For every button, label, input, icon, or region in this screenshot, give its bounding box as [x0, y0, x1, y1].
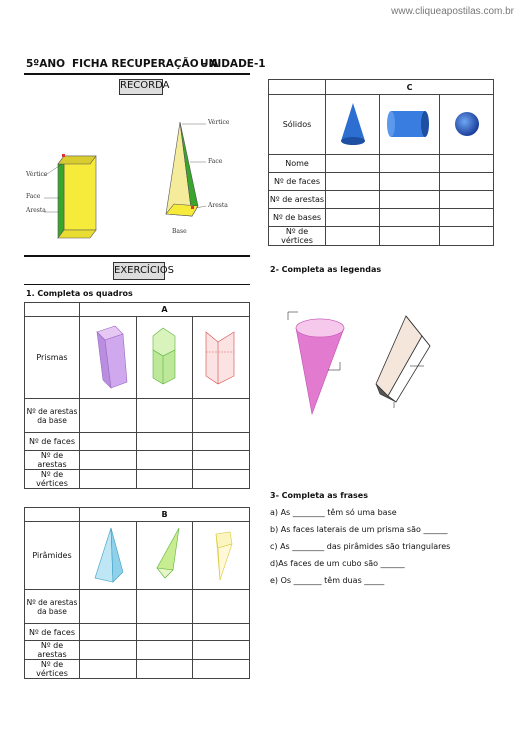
answer-cell[interactable]	[80, 660, 137, 679]
table-b-row-faces: Nº de faces	[25, 624, 80, 641]
table-a-header: A	[80, 303, 250, 317]
answer-cell[interactable]	[80, 451, 137, 470]
table-b-label: Pirâmides	[25, 522, 80, 590]
prism-red-cell	[193, 317, 250, 399]
answer-cell[interactable]	[379, 191, 439, 209]
grade-label: 5ºANO	[26, 58, 66, 70]
answer-cell[interactable]	[193, 641, 250, 660]
answer-cell[interactable]	[440, 173, 494, 191]
red-prism-icon	[196, 322, 246, 392]
table-c-header: C	[326, 80, 494, 95]
pyramid-blue-cell	[80, 522, 137, 590]
blue-pyramid-icon	[83, 524, 133, 586]
answer-cell[interactable]	[326, 191, 380, 209]
answer-cell[interactable]	[80, 624, 137, 641]
q3-sentence-b: b) As faces laterais de um prisma são ______	[270, 525, 448, 534]
table-b-row-base-edges: Nº de arestas da base	[25, 590, 80, 624]
table-c-row-vertices: Nº de vértices	[269, 227, 326, 246]
table-b-row-vertices: Nº de vértices	[25, 660, 80, 679]
answer-cell[interactable]	[136, 624, 193, 641]
recorda-title: RECORDA	[119, 79, 163, 95]
answer-cell[interactable]	[80, 590, 137, 624]
answer-cell[interactable]	[136, 451, 193, 470]
q3-sentence-a: a) As ________ têm só uma base	[270, 508, 397, 517]
exercicios-title: EXERCÍCIOS	[113, 262, 165, 280]
table-prisms	[24, 302, 250, 489]
q3-sentence-d: d)As faces de um cubo são ______	[270, 559, 405, 568]
green-hexprism-icon	[139, 322, 189, 392]
answer-cell[interactable]	[80, 641, 137, 660]
exercicios-rule	[24, 284, 250, 285]
cone-cell	[326, 95, 380, 155]
answer-cell[interactable]	[193, 590, 250, 624]
pyramid-green-cell	[136, 522, 193, 590]
table-a-row-edges: Nº de arestas	[25, 451, 80, 470]
answer-cell[interactable]	[440, 209, 494, 227]
answer-cell[interactable]	[193, 433, 250, 451]
answer-cell[interactable]	[326, 173, 380, 191]
q3-sentence-e: e) Os _______ têm duas _____	[270, 576, 385, 585]
blue-cylinder-icon	[381, 99, 437, 149]
answer-cell[interactable]	[193, 451, 250, 470]
triangular-prism-illustration	[370, 310, 440, 410]
answer-cell[interactable]	[379, 155, 439, 173]
pyramid-label-face: Face	[208, 158, 223, 165]
q3-sentence-c: c) As ________ das pirâmides são triangulares	[270, 542, 451, 551]
q1-title: 1. Completa os quadros	[26, 289, 133, 298]
table-a-label: Prismas	[25, 317, 80, 399]
table-solids	[268, 79, 494, 246]
blue-sphere-icon	[442, 99, 492, 149]
prism-label-vertex: Vértice	[26, 171, 48, 178]
prism-green-cell	[136, 317, 193, 399]
answer-cell[interactable]	[193, 660, 250, 679]
pyramid-label-vertex: Vértice	[208, 119, 230, 126]
q2-title: 2- Completa as legendas	[270, 265, 382, 274]
table-c-row-faces: Nº de faces	[269, 173, 326, 191]
answer-cell[interactable]	[136, 470, 193, 489]
pyramid-label-edge: Aresta	[208, 202, 228, 209]
green-pyramid-icon	[139, 524, 189, 586]
table-b-header: B	[80, 508, 250, 522]
answer-cell[interactable]	[136, 433, 193, 451]
answer-cell[interactable]	[440, 191, 494, 209]
table-pyramids	[24, 507, 250, 679]
answer-cell[interactable]	[136, 399, 193, 433]
prism-label-face: Face	[26, 193, 41, 200]
table-c-row-bases: Nº de bases	[269, 209, 326, 227]
answer-cell[interactable]	[136, 660, 193, 679]
answer-cell[interactable]	[379, 209, 439, 227]
pyramid-yellow-cell	[193, 522, 250, 590]
sheet-title: FICHA RECUPERAÇÃO - A	[72, 58, 219, 70]
cylinder-cell	[379, 95, 439, 155]
answer-cell[interactable]	[440, 155, 494, 173]
answer-cell[interactable]	[136, 590, 193, 624]
pyramid-label-base: Base	[172, 228, 187, 235]
prism-purple-cell	[80, 317, 137, 399]
purple-prism-icon	[83, 322, 133, 392]
unit-label: UNIDADE-1	[200, 58, 266, 70]
table-c-row-edges: Nº de arestas	[269, 191, 326, 209]
answer-cell[interactable]	[440, 227, 494, 246]
table-b-row-edges: Nº de arestas	[25, 641, 80, 660]
watermark: www.cliqueapostilas.com.br	[391, 6, 514, 17]
section-rule	[24, 255, 250, 257]
answer-cell[interactable]	[379, 173, 439, 191]
answer-cell[interactable]	[326, 155, 380, 173]
answer-cell[interactable]	[80, 399, 137, 433]
answer-cell[interactable]	[193, 470, 250, 489]
answer-cell[interactable]	[193, 624, 250, 641]
answer-cell[interactable]	[136, 641, 193, 660]
yellow-pyramid-icon	[196, 524, 246, 586]
answer-cell[interactable]	[80, 433, 137, 451]
prism-label-edge: Aresta	[26, 207, 46, 214]
table-a-row-vertices: Nº de vértices	[25, 470, 80, 489]
answer-cell[interactable]	[326, 209, 380, 227]
table-a-row-base-edges: Nº de arestas da base	[25, 399, 80, 433]
answer-cell[interactable]	[193, 399, 250, 433]
answer-cell[interactable]	[379, 227, 439, 246]
header-rule	[24, 73, 250, 75]
pink-cone-illustration	[278, 310, 358, 420]
table-c-row-name: Nome	[269, 155, 326, 173]
blue-cone-icon	[327, 99, 377, 149]
q3-title: 3- Completa as frases	[270, 491, 368, 500]
table-a-row-faces: Nº de faces	[25, 433, 80, 451]
sphere-cell	[440, 95, 494, 155]
table-c-label: Sólidos	[269, 95, 326, 155]
answer-cell[interactable]	[326, 227, 380, 246]
answer-cell[interactable]	[80, 470, 137, 489]
